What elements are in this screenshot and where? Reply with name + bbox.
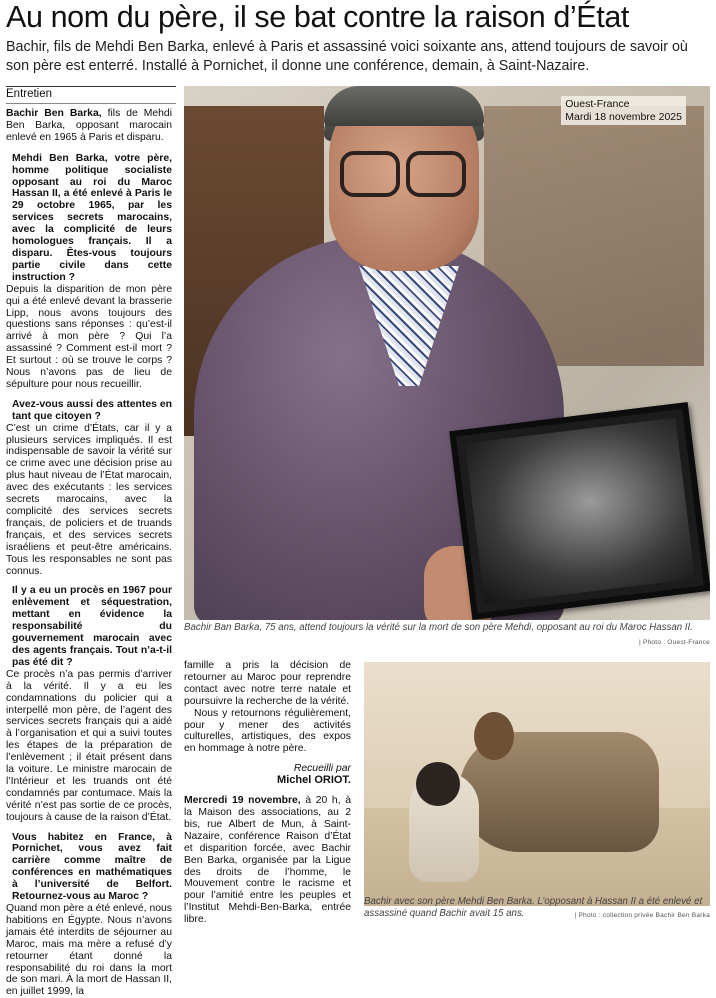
interview-answer: famille a pris la décision de retourner au Maroc pour reprendre contact avec notre terre natale et poursuivre la recherche de la vérité. <box>184 660 351 707</box>
photo-source: Ouest-France <box>565 98 630 110</box>
interview-answer: Ce procès n’a pas permis d’arriver à la vérité. Il y a eu les condamnations du policier qui a interpellé mon père, de l’agent des services secrets français qui a aidé à l’organisation et qui a suivi toutes les étapes de la préparation de l’enlèvement ; il était présent dans la voiture. Le ministre marocain de l’Intérieur et les truands ont été condamnés par contumace. Mais la vérité n’est pas sortie de ce procès, toujours à cause de la raison d’État. <box>6 668 172 823</box>
archive-photo-credit: | Photo : collection privée Bachir Ben Barka <box>574 912 710 919</box>
signature-author: Michel ORIOT. <box>277 774 351 787</box>
section-label: Entretien <box>6 88 53 100</box>
archive-father-head <box>474 712 514 760</box>
archive-photo <box>364 662 710 906</box>
event-date: Mercredi 19 novembre, <box>184 795 301 807</box>
article-deck: Bachir, fils de Mehdi Ben Barka, enlevé à Paris et assassiné voici soixante ans, attend toujours de savoir où son père est enterré. Installé à Pornichet, il donne une conférence, demain, à Saint-Nazaire. <box>6 39 688 74</box>
interview-answer: Nous y retournons régulièrement, pour y mener des activités culturelles, artistiques, des expos en hommage à notre père. <box>184 707 351 755</box>
interview-answer: C’est un crime d’États, car il y a plusieurs services impliqués. Il est indispensable de savoir la vérité sur ce crime avec une décision prise au plus haut niveau de l’État marocain, avec des exécutants : les services secrets marocains, avec la complicité des services secrets français, de policiers et de truands français, et des services secrets israéliens et peut-être américains. Tous les responsables ne sont pas connus. <box>6 422 172 577</box>
photo-dateline <box>561 96 686 125</box>
archive-photo-caption: Bachir avec son père Mehdi Ben Barka. L’opposant à Hassan II a été enlevé et assassiné quand Bachir avait 15 ans. <box>364 896 703 919</box>
interview-body <box>6 153 172 998</box>
archive-child-head <box>416 762 460 806</box>
article-headline: Au nom du père, il se bat contre la raison d’État <box>6 0 629 34</box>
section-rule-bottom <box>6 103 176 104</box>
interview-answer: Depuis la disparition de mon père qui a été enlevé devant la brasserie Lipp, nous avons toujours des questions sans réponses : qu’est-il arrivé à mon père ? Qui l’a assassiné ? Comment est-il mort ? Et surtout : où se trouve le corps ? Nous n’avons pas de lieu de sépulture pour nous recueillir. <box>6 283 172 390</box>
event-info <box>184 795 351 926</box>
main-photo-caption: Bachir Ban Barka, 75 ans, attend toujours la vérité sur la mort de son père Mehdi, opposant au roi du Maroc Hassan II. <box>184 622 693 633</box>
framed-photo-image <box>465 418 695 605</box>
glasses-right-lens <box>406 151 466 197</box>
glasses-left-lens <box>340 151 400 197</box>
interview-continuation <box>184 660 351 755</box>
intro-paragraph <box>6 108 172 144</box>
interview-answer: Quand mon père a été enlevé, nous habitions en Égypte. Nous n’avons jamais été interdits de séjourner au Maroc, mais ma mère a refusé d’y retourner étant donné la responsabilité du roi dans la mort de son mari. À la mort de Hassan II, en juillet 1999, la <box>6 903 172 998</box>
main-photo <box>184 86 710 620</box>
intro-text: fils de Mehdi Ben Barka, opposant marocain enlevé en 1965 à Paris et disparu. <box>6 108 173 143</box>
interview-question: Vous habitez en France, à Pornichet, vous avez fait carrière comme maître de conférences en mathématiques à l’université de Belfort. Retournez-vous au Maroc ? <box>12 831 172 903</box>
signature-byline: Recueilli par <box>293 763 351 775</box>
interview-question: Mehdi Ben Barka, votre père, homme politique socialiste opposant au roi du Maroc Hassan II, a été enlevé à Paris le 29 octobre 1965, par les services secrets marocains, avec la complicité de leurs homologues français. Il a disparu. Êtes-vous toujours partie civile dans cette instruction ? <box>12 152 172 283</box>
main-photo-credit: | Photo : Ouest-France <box>639 639 710 646</box>
person-hair-top <box>324 86 484 126</box>
framed-photo <box>449 402 710 620</box>
article-column-2 <box>184 660 351 926</box>
interview-question: Avez-vous aussi des attentes en tant que citoyen ? <box>12 398 172 422</box>
event-text: à 20 h, à la Maison des associations, au 2 bis, rue Albert de Mun, à Saint-Nazaire, conférence Raison d’État et disparition forcée, avec Bachir Ben Barka, organisée par la Ligue des droits de l’homme, le Mouvement contre le racisme et pour l’amitié entre les peuples et l’Institut Mehdi-Ben-Barka, entrée libre. <box>184 795 351 926</box>
article-column-1 <box>6 108 172 998</box>
interview-question: Il y a eu un procès en 1967 pour enlèvement et séquestration, mettant en évidence la responsabilité du gouvernement marocain avec des agents français. Tout n’a-t-il pas été dit ? <box>12 585 172 668</box>
intro-name: Bachir Ben Barka, <box>6 108 102 119</box>
photo-date: Mardi 18 novembre 2025 <box>565 110 682 123</box>
section-rule-top <box>6 86 176 87</box>
